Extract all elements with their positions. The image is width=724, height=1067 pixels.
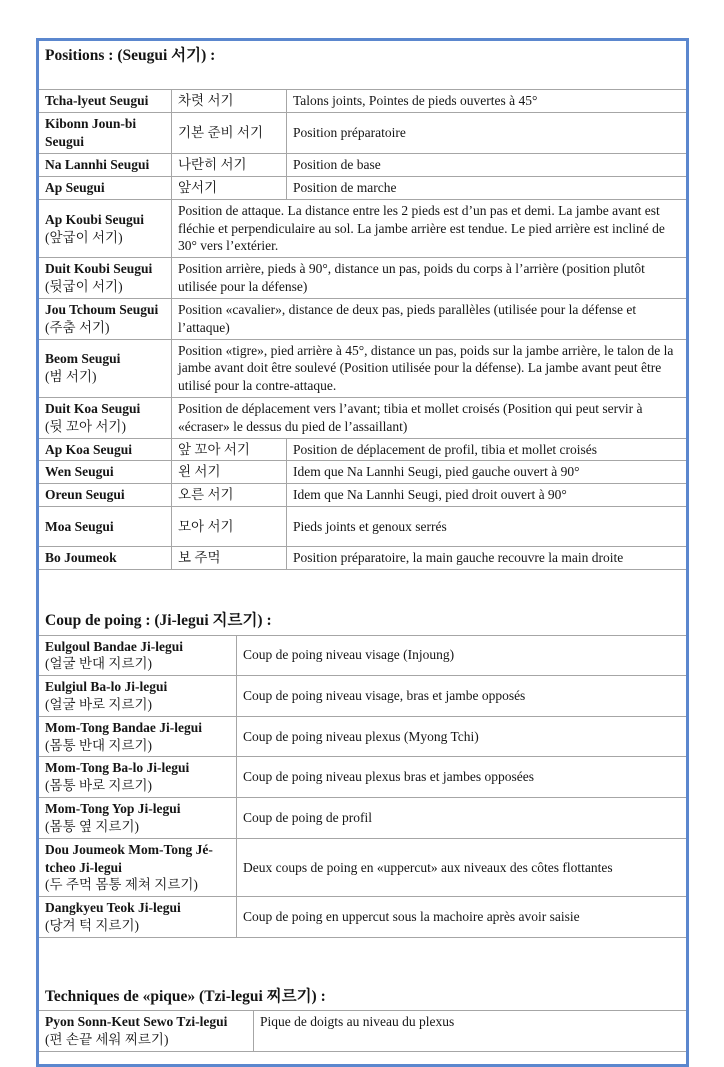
technique-name: Ap Seugui <box>45 180 105 195</box>
section-title-positions <box>39 41 686 90</box>
description-cell <box>236 839 686 896</box>
table-row <box>39 461 686 484</box>
description-cell <box>286 154 686 176</box>
technique-description: Coup de poing niveau visage, bras et jambe opposés <box>243 688 526 704</box>
name-cell <box>39 757 236 797</box>
technique-korean: (뒷 꼬아 서기) <box>45 418 126 434</box>
name-cell <box>39 1011 253 1051</box>
table-row <box>39 90 686 113</box>
name-cell <box>39 90 171 112</box>
pique-table <box>39 1011 686 1064</box>
table-row <box>39 177 686 200</box>
name-cell <box>39 299 171 339</box>
technique-description: Position de marche <box>293 180 397 195</box>
korean-cell <box>171 154 286 176</box>
technique-name: Mom-Tong Ba-lo Ji-legui <box>45 760 190 776</box>
korean-cell <box>171 113 286 153</box>
table-row <box>39 636 686 677</box>
technique-description: Deux coups de poing en «uppercut» aux niveaux des côtes flottantes <box>243 859 613 875</box>
punches-table <box>39 636 686 938</box>
technique-name: Duit Koubi Seugui <box>45 261 153 277</box>
technique-korean: (뒷굽이 서기) <box>45 279 123 295</box>
technique-description: Position de base <box>293 157 381 173</box>
description-cell <box>286 113 686 153</box>
empty-row <box>39 1052 686 1064</box>
technique-description: Position de attaque. La distance entre les 2 pieds est d’un pas et demi. La jambe avant est fléchie et perpendiculaire au sol. La jambe arrière est tendue. Le pied arrière est incliné de 30° vers l’extérier. <box>178 202 665 254</box>
table-row <box>39 439 686 462</box>
table-row <box>39 798 686 839</box>
table-row <box>39 897 686 938</box>
technique-name: Mom-Tong Bandae Ji-legui <box>45 719 203 735</box>
description-cell <box>286 90 686 112</box>
section-title-punches <box>39 606 686 635</box>
technique-name: Mom-Tong Yop Ji-legui <box>45 801 181 817</box>
name-cell <box>39 439 171 461</box>
technique-name: Kibonn Joun-bi Seugui <box>45 116 137 150</box>
table-row <box>39 299 686 340</box>
korean-cell <box>171 461 286 483</box>
technique-korean: 오른 서기 <box>178 487 234 503</box>
name-cell <box>39 798 236 838</box>
technique-name: Tcha-lyeut Seugui <box>45 93 149 109</box>
technique-korean: 차렷 서기 <box>178 93 234 109</box>
table-row <box>39 484 686 507</box>
technique-description: Coup de poing niveau plexus (Myong Tchi) <box>243 728 479 744</box>
technique-description: Pique de doigts au niveau du plexus <box>260 1014 455 1030</box>
technique-korean: 기본 준비 서기 <box>178 125 263 141</box>
description-cell <box>236 798 686 838</box>
description-cell <box>286 461 686 483</box>
name-cell <box>39 340 171 397</box>
technique-name: Eulgoul Bandae Ji-legui <box>45 638 184 654</box>
section-title-text: Coup de poing : (Ji-legui 지르기) : <box>45 612 272 630</box>
table-row <box>39 676 686 717</box>
name-cell <box>39 461 171 483</box>
description-cell <box>286 177 686 199</box>
table-row <box>39 154 686 177</box>
technique-korean: (당겨 턱 지르기) <box>45 917 139 933</box>
korean-cell <box>171 547 286 569</box>
technique-name: Dangkyeu Teok Ji-legui <box>45 900 181 916</box>
name-cell <box>39 676 236 716</box>
technique-korean: (주춤 서기) <box>45 319 110 335</box>
technique-korean: (두 주먹 몸통 제쳐 지르기) <box>45 877 198 893</box>
korean-cell <box>171 484 286 506</box>
description-cell <box>171 340 686 397</box>
technique-korean: (몸통 옆 지르기) <box>45 818 139 834</box>
description-cell <box>171 258 686 298</box>
name-cell <box>39 200 171 257</box>
technique-name: Beom Seugui <box>45 351 121 367</box>
technique-description: Idem que Na Lannhi Seugi, pied droit ouvert à 90° <box>293 487 567 503</box>
technique-name: Dou Joumeok Mom-Tong Jé-tcheo Ji-legui <box>45 841 213 875</box>
description-cell <box>236 757 686 797</box>
name-cell <box>39 507 171 546</box>
name-cell <box>39 717 236 757</box>
table-row <box>39 717 686 758</box>
technique-name: Pyon Sonn-Keut Sewo Tzi-legui <box>45 1014 228 1030</box>
name-cell <box>39 897 236 937</box>
description-cell <box>286 484 686 506</box>
description-cell <box>236 636 686 676</box>
technique-name: Bo Joumeok <box>45 550 117 566</box>
technique-name: Jou Tchoum Seugui <box>45 301 159 317</box>
technique-description: Coup de poing niveau visage (Injoung) <box>243 647 455 663</box>
technique-description: Coup de poing en uppercut sous la machoire après avoir saisie <box>243 909 580 925</box>
technique-description: Position préparatoire, la main gauche recouvre la main droite <box>293 550 624 566</box>
technique-korean: 보 주먹 <box>178 550 221 566</box>
description-cell <box>236 717 686 757</box>
table-row <box>39 839 686 897</box>
name-cell <box>39 177 171 199</box>
table-row <box>39 113 686 154</box>
technique-name: Na Lannhi Seugui <box>45 157 150 173</box>
korean-cell <box>171 90 286 112</box>
description-cell <box>171 200 686 257</box>
korean-cell <box>171 507 286 546</box>
technique-description: Idem que Na Lannhi Seugi, pied gauche ouvert à 90° <box>293 464 580 480</box>
technique-korean: (얼굴 바로 지르기) <box>45 697 153 712</box>
technique-description: Position arrière, pieds à 90°, distance un pas, poids du corps à l’arrière (position plutôt utilisée pour la défense) <box>178 261 645 295</box>
technique-description: Position de déplacement de profil, tibia et mollet croisés <box>293 441 598 457</box>
description-cell <box>236 897 686 937</box>
technique-korean: (얼굴 반대 지르기) <box>45 656 153 672</box>
table-row <box>39 398 686 439</box>
technique-description: Coup de poing niveau plexus bras et jambes opposées <box>243 769 534 785</box>
technique-description: Pieds joints et genoux serrés <box>293 518 447 534</box>
name-cell <box>39 547 171 569</box>
technique-name: Eulgiul Ba-lo Ji-legui <box>45 679 168 695</box>
section-gap <box>39 938 686 982</box>
technique-name: Ap Koubi Seugui <box>45 211 145 227</box>
table-row <box>39 507 686 547</box>
technique-korean: (범 서기) <box>45 369 97 385</box>
technique-korean: (편 손끝 세워 찌르기) <box>45 1031 169 1047</box>
description-cell <box>286 439 686 461</box>
technique-korean: (몸통 바로 지르기) <box>45 778 153 794</box>
technique-name: Oreun Seugui <box>45 487 125 503</box>
section-title-pique <box>39 982 686 1011</box>
technique-korean: (몸통 반대 지르기) <box>45 737 153 753</box>
technique-name: Wen Seugui <box>45 464 114 480</box>
name-cell <box>39 398 171 438</box>
section-gap <box>39 570 686 606</box>
technique-korean: 앞 꼬아 서기 <box>178 441 250 457</box>
description-cell <box>253 1011 686 1051</box>
techniques-table <box>36 38 689 1067</box>
section-title-text: Positions : (Seugui 서기) : <box>45 47 216 64</box>
description-cell <box>171 299 686 339</box>
technique-description: Coup de poing de profil <box>243 809 372 825</box>
technique-description: Talons joints, Pointes de pieds ouvertes à 45° <box>293 93 538 109</box>
name-cell <box>39 154 171 176</box>
table-row <box>39 340 686 398</box>
table-row <box>39 1011 686 1052</box>
technique-korean: 나란히 서기 <box>178 157 247 173</box>
name-cell <box>39 839 236 896</box>
technique-description: Position de déplacement vers l’avant; tibia et mollet croisés (Position qui peut servir à «écraser» le dessus du pied de l’assaillant) <box>178 400 643 434</box>
description-cell <box>286 507 686 546</box>
name-cell <box>39 484 171 506</box>
technique-name: Moa Seugui <box>45 518 114 534</box>
table-row <box>39 757 686 798</box>
technique-description: Position «cavalier», distance de deux pas, pieds parallèles (utilisée pour la défense et l’attaque) <box>178 301 637 335</box>
technique-name: Ap Koa Seugui <box>45 441 133 457</box>
technique-korean: 모아 서기 <box>178 518 234 534</box>
description-cell <box>171 398 686 438</box>
name-cell <box>39 113 171 153</box>
technique-name: Duit Koa Seugui <box>45 400 141 416</box>
description-cell <box>286 547 686 569</box>
korean-cell <box>171 177 286 199</box>
section-title-text: Techniques de «pique» (Tzi-legui 찌르기) : <box>45 987 326 1005</box>
name-cell <box>39 258 171 298</box>
technique-description: Position préparatoire <box>293 125 406 141</box>
positions-table <box>39 90 686 570</box>
description-cell <box>236 676 686 716</box>
technique-korean: (앞굽이 서기) <box>45 229 123 245</box>
technique-description: Position «tigre», pied arrière à 45°, distance un pas, poids sur la jambe arrière, le talon de la jambe avant doit être soulevé (Position utilisée pour la défense). La jambe avant peut être utilisé pour la contre-attaque. <box>178 342 674 394</box>
table-row <box>39 200 686 258</box>
technique-korean: 앞서기 <box>178 180 218 195</box>
technique-korean: 왼 서기 <box>178 464 221 480</box>
name-cell <box>39 636 236 676</box>
table-row <box>39 547 686 570</box>
table-row <box>39 258 686 299</box>
korean-cell <box>171 439 286 461</box>
